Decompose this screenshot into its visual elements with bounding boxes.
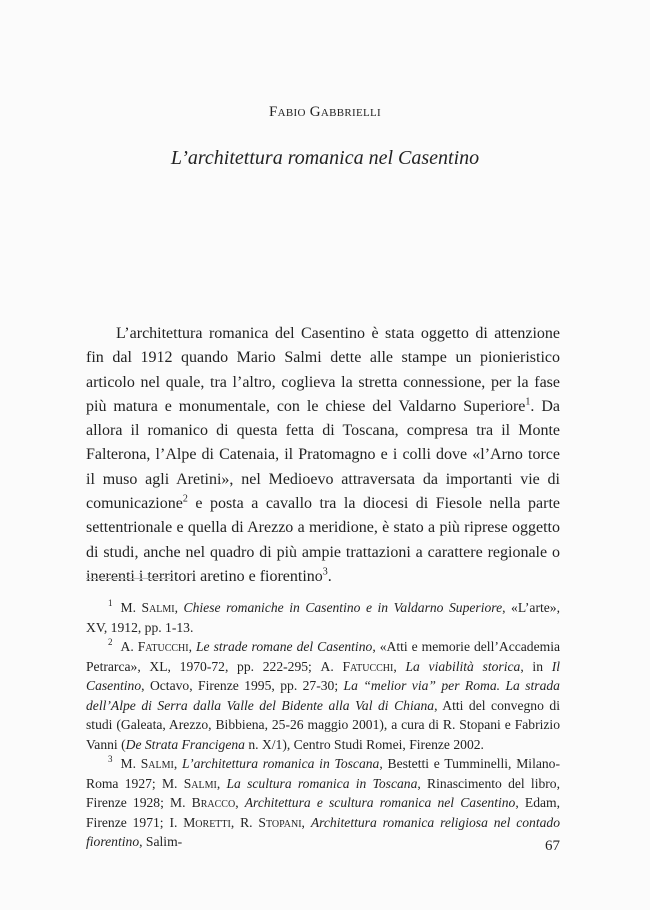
footnote-1: [86, 598, 560, 637]
footnote-text: , Atti del convegno di studi (Galeata, Arezzo, Bibbiena, 25-26 maggio 2001), a cura di R. Stopani e Fabrizio Vanni (: [86, 697, 560, 752]
footnote-number: 2: [108, 637, 113, 648]
footnote-ref-3: 3: [322, 566, 328, 578]
footnote-ref-1: 1: [525, 396, 531, 408]
footnote-ref-2: 2: [182, 493, 188, 505]
footnote-text: , Salim-: [139, 834, 183, 849]
body-text-part2: . Da allora il romanico di questa fetta di Toscana, compresa tra il Monte Falterona, l’Alpe di Catenaia, il Pratomagno e i colli dove «l’Arno torce il muso agli Aretini», nel Medioevo attraversata da importanti vie di comunicazione: [86, 397, 561, 513]
footnote-text: ,: [173, 756, 183, 771]
footnote-text: , Edam, Firenze 1971;: [86, 795, 560, 830]
footnote-author: M. Bracco: [170, 795, 236, 810]
footnote-3: [86, 754, 560, 852]
footnote-work-title: La scultura romanica in Toscana: [226, 775, 418, 791]
footnote-text: ,: [188, 639, 196, 654]
footnote-author: A. Fatucchi: [120, 639, 189, 654]
footnote-text: ,: [174, 600, 184, 615]
footnote-work-title: La “melior via” per Roma. La strada dell’Alpe di Serra dalla Valle del Bidente alla Val di Chiana: [86, 678, 560, 713]
footnote-author: M. Salmi: [120, 756, 174, 771]
footnotes: [86, 598, 560, 852]
chapter-title: L’architettura romanica nel Casentino: [170, 147, 480, 169]
footnote-work-title: Architettura e scultura romanica nel Casentino: [244, 795, 516, 810]
footnote-text: , Octavo, Firenze 1995, pp. 27-30;: [141, 678, 344, 693]
footnote-work-title: Chiese romaniche in Casentino e in Valdarno Superiore: [183, 600, 503, 615]
footnote-work-title: La viabilità storica: [405, 658, 521, 674]
footnote-work-title: Architettura romanica religiosa nel contado fiorentino: [86, 814, 561, 849]
footnote-text: , in: [520, 658, 552, 674]
footnote-text: ,: [393, 658, 406, 674]
footnote-author: I. Moretti, R. Stopani: [169, 814, 302, 830]
footnote-work-title: De Strata Francigena: [125, 736, 245, 752]
footnote-text: , «Atti e memorie dell’Accademia Petrarca», XL, 1970-72, pp. 222-295;: [86, 639, 561, 674]
footnote-2: [86, 637, 560, 754]
page-number: 67: [545, 838, 560, 854]
body-text-end: .: [327, 567, 332, 585]
footnote-text: ,: [235, 795, 245, 810]
body-paragraph: [86, 322, 560, 589]
chapter-author: Fabio Gabbrielli: [268, 104, 382, 120]
footnote-text: , «L’arte», XV, 1912, pp. 1-13.: [86, 600, 560, 635]
footnote-text: n. X/1), Centro Studi Romei, Firenze 2002.: [244, 736, 484, 752]
footnote-text: ,: [301, 814, 311, 830]
footnote-work-title: Il Casentino: [86, 658, 561, 693]
footnote-rule: [86, 578, 172, 579]
footnote-work-title: L’architettura romanica in Toscana: [182, 756, 380, 771]
footnote-text: , Bestetti e Tumminelli, Milano-Roma 1927;: [86, 756, 561, 791]
footnote-author: M. Salmi: [120, 600, 175, 615]
footnote-number: 3: [108, 754, 113, 765]
footnote-work-title: Le strade romane del Casentino: [196, 639, 373, 654]
footnote-text: , Rinascimento del libro, Firenze 1928;: [86, 775, 561, 810]
footnote-number: 1: [108, 598, 113, 609]
footnote-author: A. Fatucchi: [320, 658, 394, 674]
body-text-part3: e posta a cavallo tra la diocesi di Fiesole nella parte settentrionale e quella di Arezzo a meridione, è stato a più riprese oggetto di studi, anche nel quadro di più ampie trattazioni a carattere regionale o inerenti i territori aretino e fiorentino: [86, 495, 560, 585]
footnote-author: M. Salmi: [161, 775, 217, 791]
footnote-text: ,: [216, 775, 227, 791]
body-text-part1: L’architettura romanica del Casentino è stata oggetto di attenzione fin dal 1912 quando Mario Salmi dette alle stampe un pionieristico articolo nel quale, tra l’altro, coglieva la stretta connessione, per la fase più matura e monumentale, con le chiese del Valdarno Superiore: [86, 325, 560, 415]
